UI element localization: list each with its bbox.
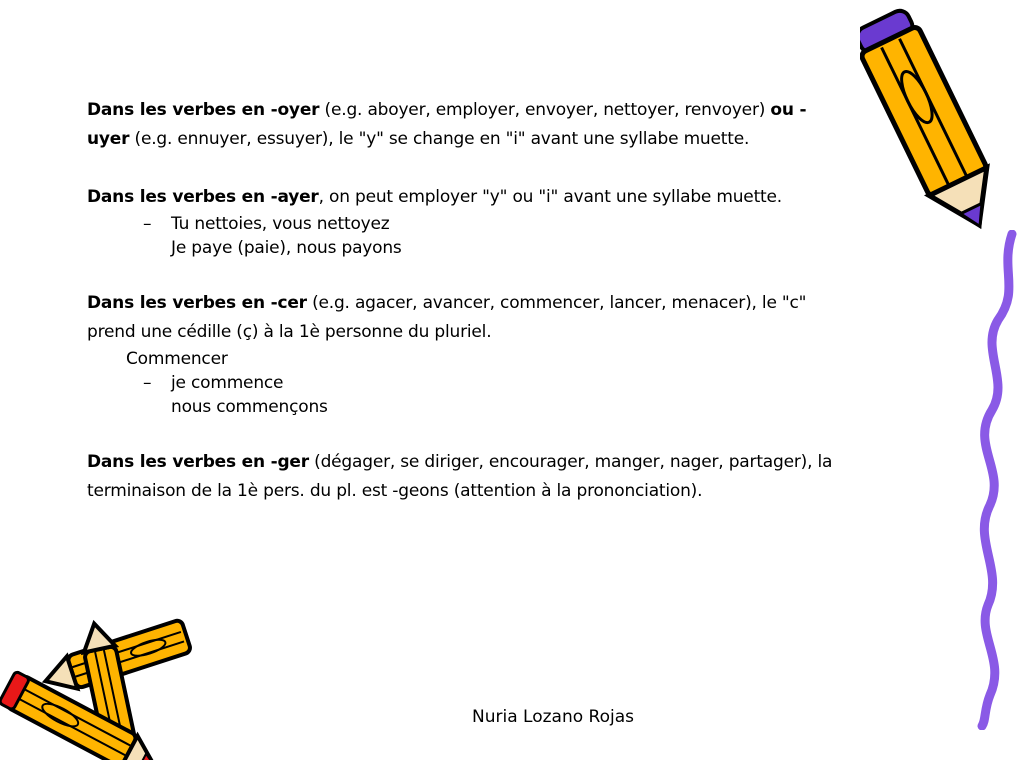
paragraph-oyer-uyer: [87, 96, 847, 154]
rule-cer: (e.g. agacer, avancer, commencer, lancer, menacer), le "c" prend une cédille (ç) à la 1è personne du pluriel.: [87, 293, 807, 342]
paragraph-cer: [87, 289, 847, 347]
list-item: [87, 371, 847, 419]
examples-oyer: (e.g. aboyer, employer, envoyer, nettoyer, renvoyer): [319, 100, 766, 120]
dash-bullet: –: [143, 373, 152, 393]
list-ayer: [87, 212, 847, 260]
spacer: [87, 260, 847, 289]
example-line: Je paye (paie), nous payons: [171, 238, 402, 258]
pencil-icon: [860, 4, 1000, 244]
crossed-pencils-icon: [0, 618, 210, 760]
rule-ayer: , on peut employer "y" ou "i" avant une syllabe muette.: [318, 187, 782, 207]
heading-ayer: Dans les verbes en -ayer: [87, 187, 319, 207]
heading-ger: Dans les verbes en -ger: [87, 452, 309, 472]
rule-uyer: (e.g. ennuyer, essuyer), le "y" se change en "i" avant une syllabe muette.: [129, 129, 750, 149]
paragraph-ger: [87, 448, 847, 506]
rule-ger: (dégager, se diriger, encourager, manger, nager, partager), la terminaison de la 1è pers. du pl. est -geons (attention à la prononciation).: [87, 452, 833, 501]
heading-cer: Dans les verbes en -cer: [87, 293, 307, 313]
paragraph-ayer: [87, 183, 847, 212]
author-footer: Nuria Lozano Rojas: [472, 707, 634, 727]
slide-body: [87, 96, 847, 506]
list-cer: [87, 371, 847, 419]
example-line: nous commençons: [171, 397, 328, 417]
dash-bullet: –: [143, 214, 152, 234]
subheading-commencer: Commencer: [126, 349, 228, 369]
heading-oyer: Dans les verbes en -oyer: [87, 100, 320, 120]
list-item: [87, 212, 847, 260]
spacer: [87, 154, 847, 183]
heading-uyer: ou -uyer: [87, 100, 807, 149]
squiggle-line-icon: [960, 230, 1024, 730]
example-line: je commence: [171, 373, 284, 393]
example-line: Tu nettoies, vous nettoyez: [171, 214, 390, 234]
spacer: [87, 419, 847, 448]
